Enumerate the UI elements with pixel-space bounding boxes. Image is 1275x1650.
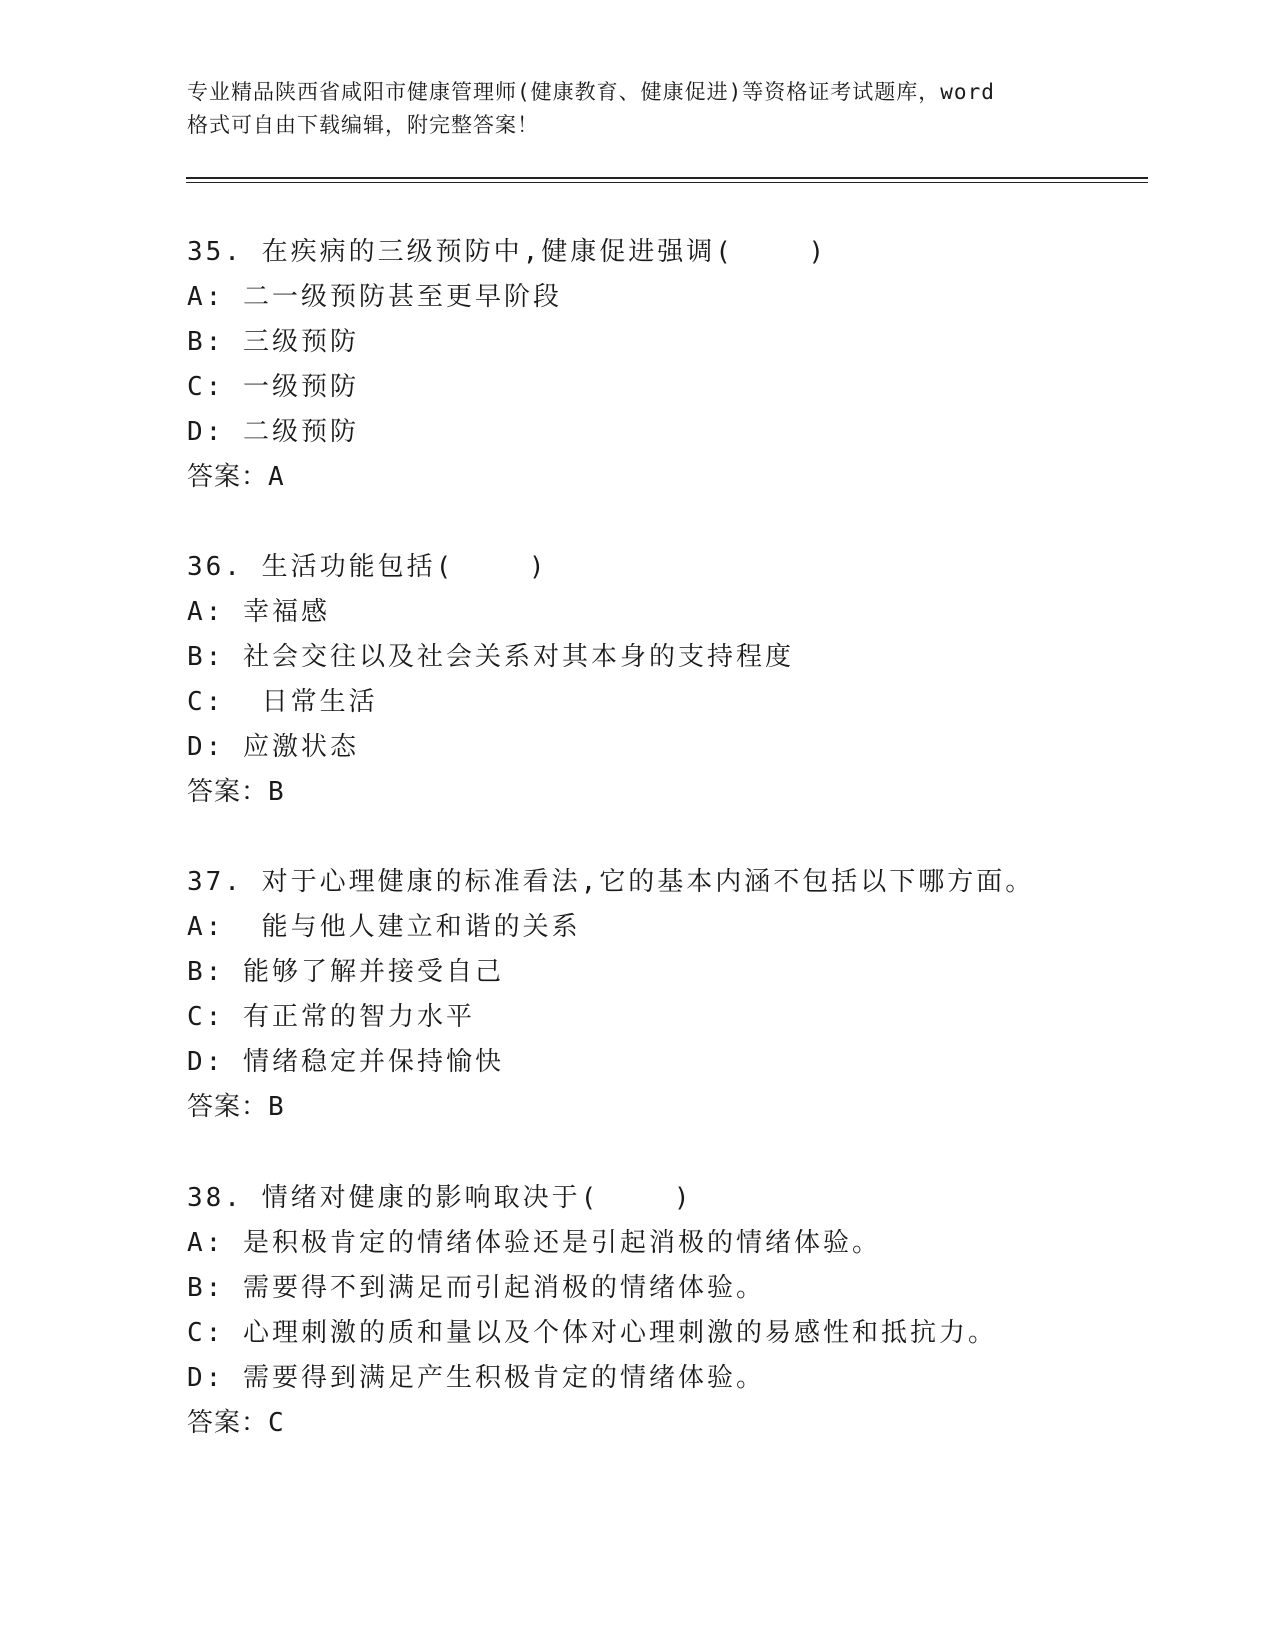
question-37 [187, 860, 1187, 1130]
option-b: B: 需要得不到满足而引起消极的情绪体验。 [187, 1273, 765, 1303]
question-stem: 36. 生活功能包括( ) [187, 552, 548, 582]
option-a: A: 幸福感 [187, 597, 330, 627]
question-36 [187, 545, 1187, 815]
answer-value: B [268, 1092, 284, 1122]
answer-value: C [268, 1408, 284, 1438]
option-c: C: 一级预防 [187, 372, 359, 402]
answer-label: 答案： [187, 1408, 269, 1438]
answer-line [187, 770, 1187, 815]
question-stem: 37. 对于心理健康的标准看法,它的基本内涵不包括以下哪方面。 [187, 867, 1035, 897]
option-a: A: 是积极肯定的情绪体验还是引起消极的情绪体验。 [187, 1228, 881, 1258]
option-d: D: 应激状态 [187, 732, 359, 762]
question-38 [187, 1176, 1187, 1446]
answer-value: B [268, 777, 284, 807]
option-d: D: 需要得到满足产生积极肯定的情绪体验。 [187, 1363, 765, 1393]
answer-line [187, 455, 1187, 500]
option-b: B: 三级预防 [187, 327, 359, 357]
option-c: C: 有正常的智力水平 [187, 1002, 475, 1032]
answer-label: 答案： [187, 1092, 269, 1122]
header-divider [186, 177, 1148, 183]
header-line-1: 专业精品陕西省咸阳市健康管理师(健康教育、健康促进)等资格证考试题库，word [187, 80, 995, 104]
option-b: B: 社会交往以及社会关系对其本身的支持程度 [187, 642, 794, 672]
answer-label: 答案： [187, 777, 269, 807]
question-stem: 38. 情绪对健康的影响取决于( ) [187, 1183, 693, 1213]
option-a: A: 能与他人建立和谐的关系 [187, 912, 581, 942]
question-stem: 35. 在疾病的三级预防中,健康促进强调( ) [187, 237, 828, 267]
option-c: C: 心理刺激的质和量以及个体对心理刺激的易感性和抵抗力。 [187, 1318, 997, 1348]
option-d: D: 情绪稳定并保持愉快 [187, 1047, 504, 1077]
option-b: B: 能够了解并接受自己 [187, 957, 504, 987]
header-line-2: 格式可自由下载编辑，附完整答案！ [187, 113, 539, 137]
question-35 [187, 230, 1187, 500]
answer-line [187, 1401, 1187, 1446]
divider-thick-line [186, 177, 1148, 179]
option-a: A: 二一级预防甚至更早阶段 [187, 282, 562, 312]
document-header [187, 76, 1087, 142]
answer-value: A [268, 462, 284, 492]
divider-thin-line [186, 182, 1148, 183]
option-d: D: 二级预防 [187, 417, 359, 447]
option-c: C: 日常生活 [187, 687, 378, 717]
answer-line [187, 1085, 1187, 1130]
answer-label: 答案： [187, 462, 269, 492]
